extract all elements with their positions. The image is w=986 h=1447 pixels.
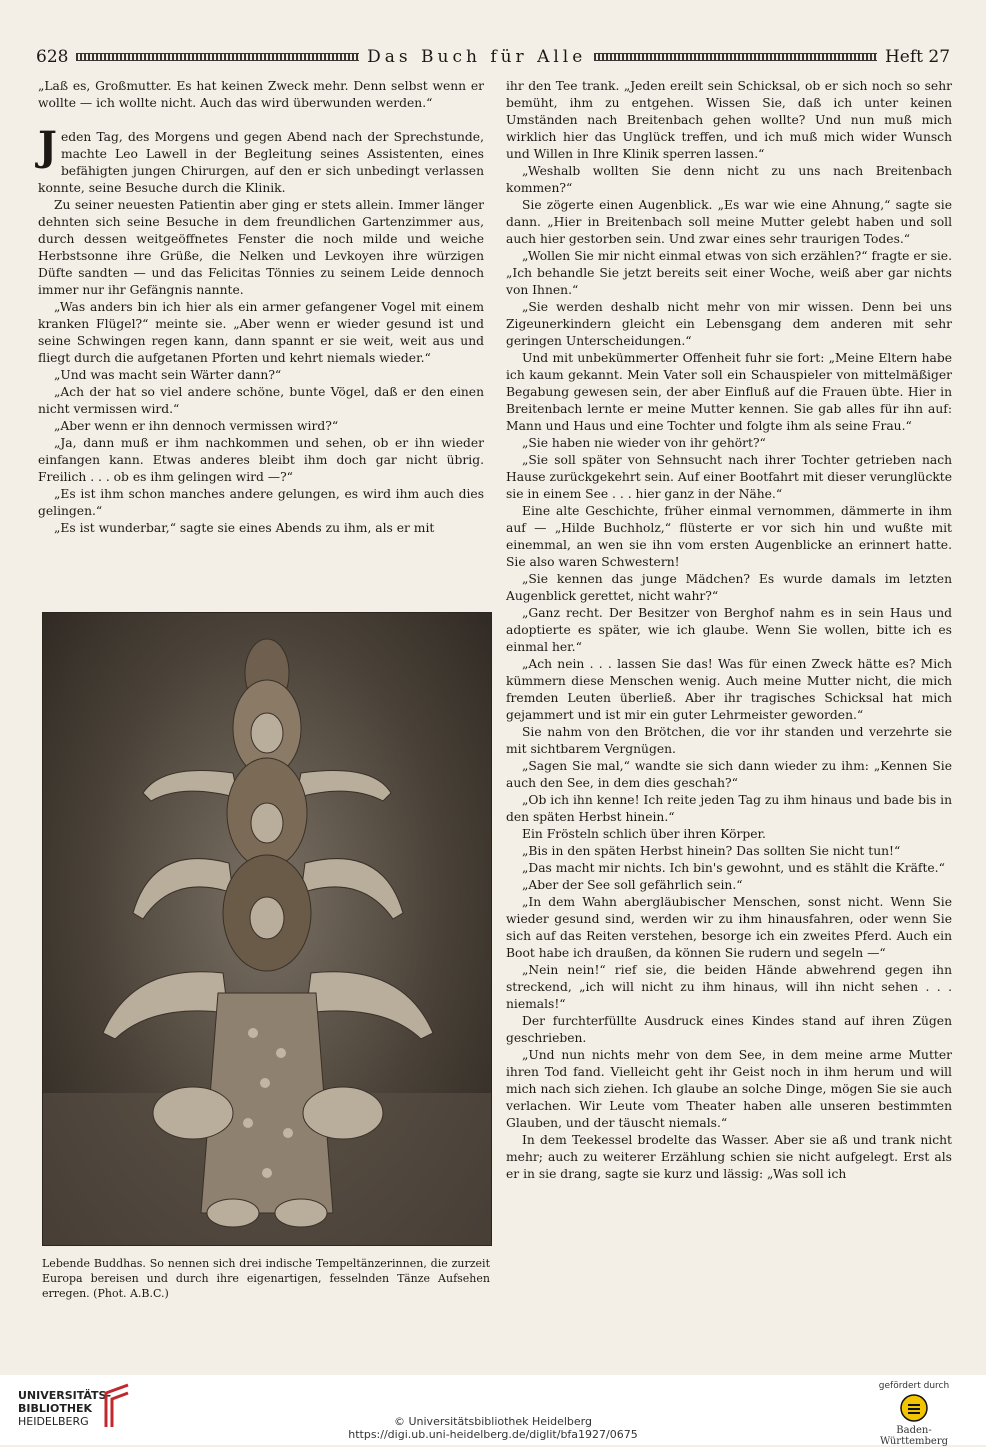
digitization-footer xyxy=(0,1375,986,1445)
paragraph: Sie nahm von den Brötchen, die vor ihr standen und verzehrte sie mit sichtbarem Vergnügen. xyxy=(506,725,952,756)
copyright-notice: © Universitätsbibliothek Heidelberg xyxy=(393,1415,592,1428)
page-header xyxy=(36,44,950,70)
paragraph: „Es ist ihm schon manches andere gelungen, es wird ihm auch dies gelingen.“ xyxy=(38,487,484,518)
source-url[interactable]: https://digi.ub.uni-heidelberg.de/diglit/bfa1927/0675 xyxy=(348,1428,638,1441)
right-column xyxy=(506,78,952,1183)
paragraph: „Aber wenn er ihn dennoch vermissen wird?“ xyxy=(54,419,339,433)
page-number: 628 xyxy=(36,47,69,67)
library-name-line: HEIDELBERG xyxy=(18,1415,89,1428)
header-ornament xyxy=(76,53,359,61)
paragraph: „Und was macht sein Wärter dann?“ xyxy=(54,368,282,382)
issue-number: Heft 27 xyxy=(884,47,951,67)
paragraph: „Und nun nichts mehr von dem See, in dem meine arme Mutter ihren Tod fand. Vielleicht geht ihr Geist noch in ihm herum und will mich nach sich ziehen. Ich glaube an solche Dinge, mögen Sie sie auch verlachen. Wir Leute vom Theater haben alle unseren bestimmten Glauben, und der täuscht niemals.“ xyxy=(506,1048,952,1130)
funding-label: gefördert durch xyxy=(878,1381,950,1391)
paragraph: „Was anders bin ich hier als ein armer gefangener Vogel mit einem kranken Flügel?“ meinte sie. „Aber wenn er wieder gesund ist und seine Schwingen regen kann, dann spannt er sie weit, weit aus und fliegt durch die aufgetanen Pforten und kehrt niemals wieder.“ xyxy=(38,300,484,365)
paragraph: „Ach der hat so viel andere schöne, bunte Vögel, daß er den einen nicht vermissen wird.“ xyxy=(38,385,484,416)
paragraph: Sie zögerte einen Augenblick. „Es war wie eine Ahnung,“ sagte sie dann. „Hier in Breitenbach soll meine Mutter gelebt haben und soll auch hier gestorben sein. Und zwar eines sehr traurigen Todes.“ xyxy=(506,198,952,246)
paragraph: „Nein nein!“ rief sie, die beiden Hände abwehrend gegen ihn streckend, „ich will nicht zu ihm hinaus, will ihn nicht sehen . . . niemals!“ xyxy=(506,963,952,1011)
paragraph-dropcap xyxy=(38,123,484,197)
paragraph: „Laß es, Großmutter. Es hat keinen Zweck mehr. Denn selbst wenn er wollte — ich wollte nicht. Auch das wird überwunden werden.“ xyxy=(38,79,484,110)
paragraph: „Sie kennen das junge Mädchen? Es wurde damals im letzten Augenblick gerettet, nicht wahr?“ xyxy=(506,572,952,603)
paragraph: „Bis in den späten Herbst hinein? Das sollten Sie nicht tun!“ xyxy=(522,844,901,858)
paragraph: „Sie haben nie wieder von ihr gehört?“ xyxy=(522,436,766,450)
paragraph: „Weshalb wollten Sie denn nicht zu uns nach Breitenbach kommen?“ xyxy=(506,164,952,195)
paragraph: Eine alte Geschichte, früher einmal vernommen, dämmerte in ihm auf — „Hilde Buchholz,“ flüsterte er vor sich hin und wußte mit einemmal, an wen sie ihn vom ersten Augenblicke an erinnert hatte. Sie also waren Schwestern! xyxy=(506,504,952,569)
paragraph: Ein Frösteln schlich über ihren Körper. xyxy=(522,827,766,841)
photo-caption: Lebende Buddhas. So nennen sich drei indische Tempeltänzerinnen, die zurzeit Europa bereisen und durch ihre eigenartigen, fesselnden Tänze Aufsehen erregen. (Phot. A.B.C.) xyxy=(42,1257,490,1300)
header-ornament xyxy=(594,53,877,61)
paragraph: „Sie werden deshalb nicht mehr von mir wissen. Denn bei uns Zigeunerkindern gleicht ein Lebensgang dem anderen mit sehr geringen Unterscheidungen.“ xyxy=(506,300,952,348)
dancers-photograph xyxy=(42,612,492,1246)
paragraph: „Ob ich ihn kenne! Ich reite jeden Tag zu ihm hinaus und bade bis in den späten Herbst hinein.“ xyxy=(506,793,952,824)
paragraph: „Es ist wunderbar,“ sagte sie eines Abends zu ihm, als er mit xyxy=(54,521,435,535)
paragraph: Zu seiner neuesten Patientin aber ging er stets allein. Immer länger dehnten sich seine Besuche in dem freundlichen Gartenzimmer aus, durch dessen weitgeöffnetes Fenster die noch milde und weiche Herbstsonne ihre Grüße, die Nelken und Levkoyen ihre würzigen Düfte sandten — und das Felicitas Tönnies zu seinem Leide dennoch immer nur ihr Gefängnis nannte. xyxy=(38,198,484,297)
publication-title: Das Buch für Alle xyxy=(367,47,587,67)
drop-cap: J xyxy=(38,123,57,170)
funder-name: Baden-Württemberg xyxy=(879,1425,949,1447)
library-name-line: UNIVERSITÄTS- xyxy=(18,1389,112,1402)
coat-of-arms-icon xyxy=(899,1393,929,1423)
paragraph: „Ach nein . . . lassen Sie das! Was für einen Zweck hätte es? Mich kümmern diese Menschen wenig. Auch meine Mutter nicht, die mich fremden Leuten überließ. Aber ihr tragisches Schicksal hat mich gejammert und ist mir ein guter Lehrmeister geworden.“ xyxy=(506,657,952,722)
paragraph: Der furchterfüllte Ausdruck eines Kindes stand auf ihren Zügen geschrieben. xyxy=(506,1014,952,1045)
paragraph: „In dem Wahn abergläubischer Menschen, sonst nicht. Wenn Sie wieder gesund sind, werden wir zu ihm hinausfahren, oder wenn Sie sich auf das Reiten verstehen, besorge ich ein zweites Pferd. Auch ein Boot habe ich draußen, da können Sie rudern und segeln —“ xyxy=(506,895,952,960)
paragraph: „Wollen Sie mir nicht einmal etwas von sich erzählen?“ fragte er sie. „Ich behandle Sie jetzt bereits seit einer Woche, weiß aber gar nichts von Ihnen.“ xyxy=(506,249,952,297)
dancers-illustration xyxy=(43,613,491,1245)
paragraph: „Sie soll später von Sehnsucht nach ihrer Tochter getrieben nach Hause zurückgekehrt sein. Auf einer Bootfahrt mit dieser verunglückte sie in einem See . . . hier ganz in der Nähe.“ xyxy=(506,453,952,501)
left-column xyxy=(38,78,484,537)
paragraph: ihr den Tee trank. „Jeden ereilt sein Schicksal, ob er sich noch so sehr bemüht, ihm zu entgehen. Wissen Sie, daß ich unter keinen Umständen nach Breitenbach gehen wollte? Und nun muß mich wirklich hier das Unglück treffen, und ich muß mich wider Wunsch und Willen in Ihre Klinik sperren lassen.“ xyxy=(506,79,952,161)
paragraph: „Ja, dann muß er ihm nachkommen und sehen, ob er ihn wieder einfangen kann. Etwas anderes bleibt ihm doch gar nicht übrig. Freilich . . . ob es ihm gelingen wird —?“ xyxy=(38,436,484,484)
paragraph: In dem Teekessel brodelte das Wasser. Aber sie aß und trank nicht mehr; auch zu weiterer Erzählung schien sie nicht aufgelegt. Erst als er in sie drang, sagte sie kurz und lässig: „Was soll ich xyxy=(506,1133,952,1181)
paragraph: „Aber der See soll gefährlich sein.“ xyxy=(522,878,743,892)
paragraph-text: eden Tag, des Morgens und gegen Abend nach der Sprechstunde, machte Leo Lawell in der Begleitung seines Assistenten, eines befähigten jungen Chirurgen, auf den er sich unbedingt verlassen konnte, seine Besuche durch die Klinik. xyxy=(38,130,484,195)
paragraph: „Sagen Sie mal,“ wandte sie sich dann wieder zu ihm: „Kennen Sie auch den See, in dem dies geschah?“ xyxy=(506,759,952,790)
funding-notice xyxy=(864,1381,964,1447)
paragraph: „Ganz recht. Der Besitzer von Berghof nahm es in sein Haus und adoptierte es später, wie ich glaube. Wenn Sie wollen, bitte ich es einmal her.“ xyxy=(506,606,952,654)
paragraph: Und mit unbekümmerter Offenheit fuhr sie fort: „Meine Eltern habe ich kaum gekannt. Mein Vater soll ein Schauspieler von mittelmäßiger Begabung gewesen sein, der aber Einfluß auf die Frauen übte. Hier in Breitenbach lernte er meine Mutter kennen. Sie gab alles für ihn auf: Mann und Haus und eine Tochter und folgte ihm als seine Frau.“ xyxy=(506,351,952,433)
paragraph: „Das macht mir nichts. Ich bin's gewohnt, und es stählt die Kräfte.“ xyxy=(522,861,945,875)
library-name-line: BIBLIOTHEK xyxy=(18,1402,93,1415)
